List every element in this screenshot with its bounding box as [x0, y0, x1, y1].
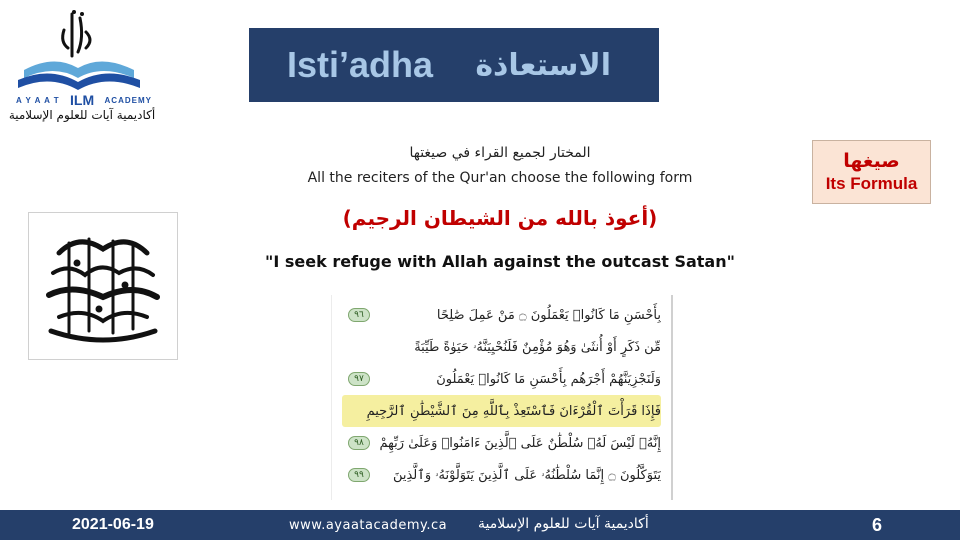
ayah-number-badge: ٩٨	[348, 436, 370, 450]
logo-wordmark-ilm: ILM	[70, 92, 95, 108]
quran-line-text: وَلَنَجْزِيَنَّهُمْ أَجْرَهُم بِأَحْسَنِ مَا كَانُوا۟ يَعْمَلُونَ	[436, 371, 661, 387]
footer-website: www.ayaatacademy.ca	[289, 518, 448, 533]
ayah-number-badge: ٩٦	[348, 308, 370, 322]
quran-line	[342, 299, 661, 331]
quran-line	[342, 331, 661, 363]
quran-line	[342, 459, 661, 491]
academy-logo	[0, 0, 160, 140]
istiadha-calligraphy-image	[28, 212, 178, 360]
ayah-number-badge: ٩٧	[348, 372, 370, 386]
intro-english: All the reciters of the Qur'an choose the following form	[307, 170, 693, 186]
formula-english: Its Formula	[825, 174, 918, 193]
book-calligraphy-logo-icon	[14, 8, 144, 93]
logo-arabic-name: أكاديمية آيات للعلوم الإسلامية	[8, 108, 156, 122]
footer-date: 2021-06-19	[72, 516, 154, 533]
istiadha-english: "I seek refuge with Allah against the outcast Satan"	[265, 252, 735, 271]
footer-arabic-name: أكاديمية آيات للعلوم الإسلامية	[478, 516, 649, 532]
formula-box	[812, 140, 931, 204]
logo-wordmark	[16, 94, 152, 106]
title-banner	[249, 28, 659, 102]
quran-line-text: بِأَحْسَنِ مَا كَانُوا۟ يَعْمَلُونَ ۝ مَنْ عَمِلَ صَٰلِحًا	[436, 307, 661, 323]
page-number: 6	[872, 515, 883, 535]
quran-line-text: مِّن ذَكَرٍ أَوْ أُنثَىٰ وَهُوَ مُؤْمِنٌ فَلَنُحْيِيَنَّهُۥ حَيَوٰةً طَيِّبَةً	[414, 339, 661, 355]
istiadha-arabic: (أعوذ بالله من الشيطان الرجيم)	[342, 206, 658, 230]
logo-wordmark-right: ACADEMY	[104, 95, 152, 105]
quran-lines	[342, 299, 661, 491]
quran-page-image	[331, 295, 673, 500]
quran-line	[342, 427, 661, 459]
ayah-number-badge: ٩٩	[348, 468, 370, 482]
intro-arabic: المختار لجميع القراء في صيغتها	[409, 145, 591, 161]
page-title-english: Isti’adha	[287, 44, 434, 85]
calligraphy-icon	[29, 213, 177, 359]
quran-line-text: فَإِذَا قَرَأْتَ ٱلْقُرْءَانَ فَٱسْتَعِذْ بِٱللَّهِ مِنَ ٱلشَّيْطَٰنِ ٱلرَّجِيمِ	[366, 403, 661, 419]
formula-arabic: صيغها	[843, 150, 900, 172]
footer-bar	[0, 510, 960, 540]
quran-line-highlighted	[342, 395, 661, 427]
page-title-arabic: الاستعاذة	[475, 47, 611, 83]
quran-line-text: يَتَوَكَّلُونَ ۝ إِنَّمَا سُلْطَٰنُهُۥ عَلَى ٱلَّذِينَ يَتَوَلَّوْنَهُۥ وَٱلَّذِينَ	[392, 467, 661, 483]
quran-line-text: إِنَّهُۥ لَيْسَ لَهُۥ سُلْطَٰنٌ عَلَى ٱلَّذِينَ ءَامَنُوا۟ وَعَلَىٰ رَبِّهِمْ	[379, 435, 661, 451]
quran-line	[342, 363, 661, 395]
logo-wordmark-left: A Y A A T	[16, 95, 60, 105]
